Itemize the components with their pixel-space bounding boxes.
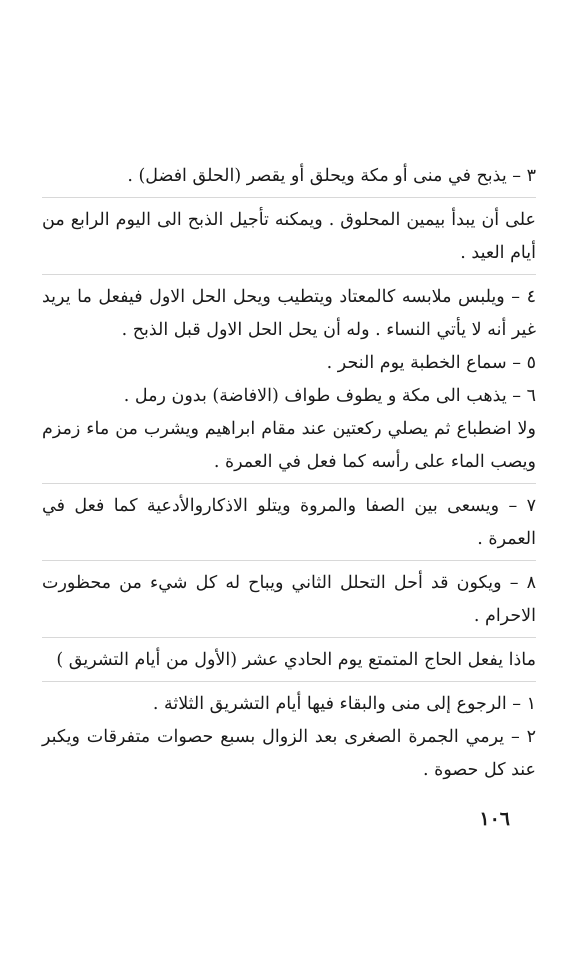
paragraph-step-6: ٦ – يذهب الى مكة و يطوف طواف (الافاضة) بدون رمل . [123,386,536,406]
page-body-text [42,160,536,787]
paragraph-day-eleven-step-2: ٢ – يرمي الجمرة الصغرى بعد الزوال بسبع حصوات متفرقات ويكبر عند كل حصوة . [42,727,536,780]
paragraph-step-8: ٨ – ويكون قد أحل التحلل الثاني ويباح له كل شيء من محظورت الاحرام . [42,573,536,626]
section-heading-day-eleven: ماذا يفعل الحاج المتمتع يوم الحادي عشر (الأول من أيام التشريق ) [56,650,536,670]
paragraph-step-4: ٤ – ويلبس ملابسه كالمعتاد ويتطيب ويحل الحل الاول فيفعل ما يريد غير أنه لا يأتي النساء . وله أن يحل الحل الاول قبل الذبح . [42,287,536,340]
divider [42,483,536,484]
paragraph-step-7: ٧ – ويسعى بين الصفا والمروة ويتلو الاذكاروالأدعية كما فعل في العمرة . [42,496,536,549]
paragraph-step-6-detail: ولا اضطباع ثم يصلي ركعتين عند مقام ابراهيم ويشرب من ماء زمزم ويصب الماء على رأسه كما فعل في العمرة . [42,419,536,472]
divider [42,637,536,638]
divider [42,560,536,561]
paragraph-day-eleven-step-1: ١ – الرجوع إلى منى والبقاء فيها أيام التشريق الثلاثة . [152,694,536,714]
page-number: ١٠٦ [479,808,510,830]
divider [42,274,536,275]
divider [42,197,536,198]
paragraph-step-5: ٥ – سماع الخطبة يوم النحر . [326,353,536,373]
paragraph-step-3: ٣ – يذبح في منى أو مكة ويحلق أو يقصر (الحلق افضل) . [127,166,536,186]
paragraph-step-3-note: على أن يبدأ بيمين المحلوق . ويمكنه تأجيل الذبح الى اليوم الرابع من أيام العيد . [42,210,536,263]
divider [42,681,536,682]
